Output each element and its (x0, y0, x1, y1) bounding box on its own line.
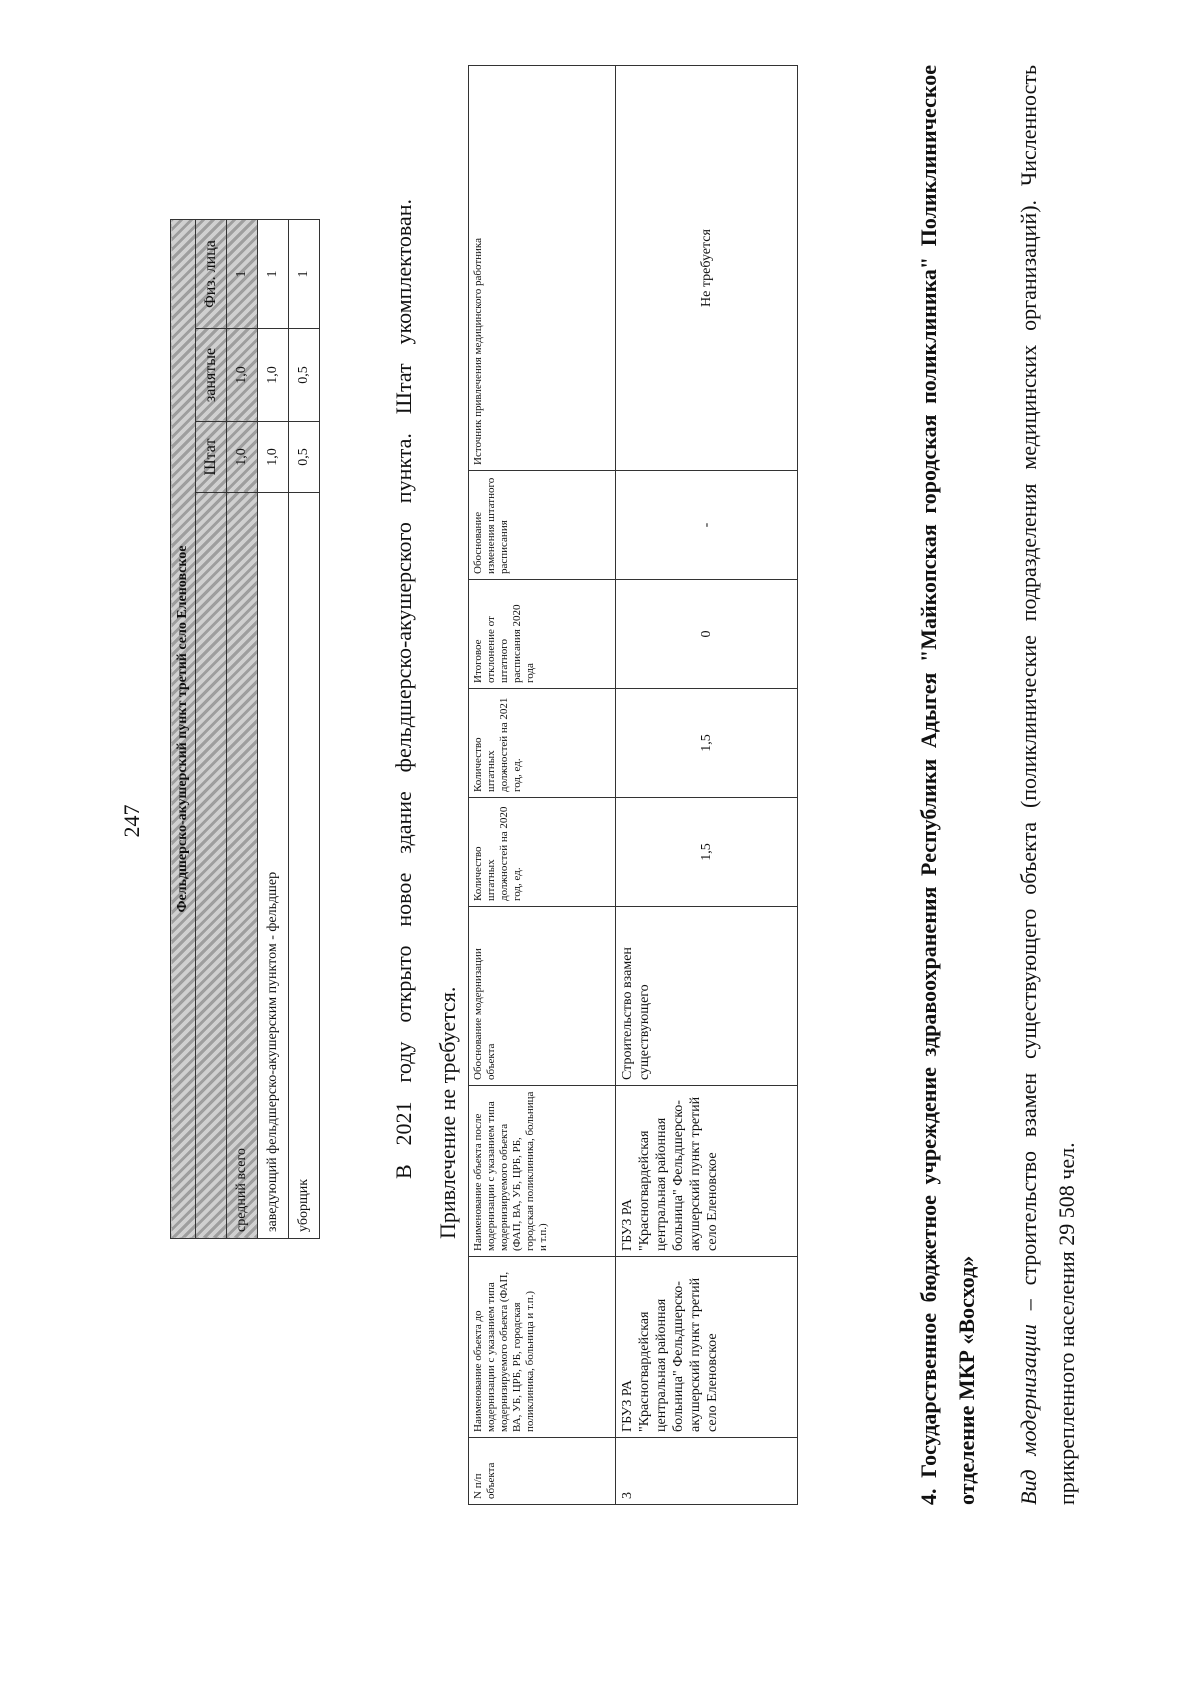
mod-cell: Строительство взамен существующего (616, 907, 798, 1086)
staff-header-blank (196, 493, 227, 1239)
mod-header-cell: Количество штатных должностей на 2020 год, ед. (469, 798, 616, 907)
staff-cell: 1,0 (227, 422, 258, 493)
staff-cell: 0,5 (289, 329, 320, 422)
staff-cell: средний всего (227, 493, 258, 1239)
mod-header-cell: Обоснование модернизации объекта (469, 907, 616, 1086)
staff-header-shtat: Штат (196, 422, 227, 493)
staff-header-occupied: занятые (196, 329, 227, 422)
mod-header-cell: Источник привлечения медицинского работника (469, 66, 616, 471)
table-row (258, 220, 289, 1239)
staff-cell: 1,0 (258, 422, 289, 493)
mod-cell: - (616, 471, 798, 580)
modernization-type-label: Вид модернизации (1016, 1324, 1041, 1505)
section-heading: 4. Государственное бюджетное учреждение здравоохранения Республики Адыгея "Майкопская городская поликлиника" Поликлиническое отделение МКР «Восход» (916, 65, 979, 1505)
mod-cell: 1,5 (616, 798, 798, 907)
staff-table (170, 219, 320, 1239)
modernization-type-text: – строительство взамен существующего объекта (поликлинические подразделения медицинских организаций). Численность прикрепленного населения 29 508 чел. (1016, 65, 1079, 1505)
staff-header-persons: Физ. лица (196, 220, 227, 329)
staff-cell: 1 (258, 220, 289, 329)
staff-cell: 1,0 (227, 329, 258, 422)
staff-table-title: Фельдшерско-акушерский пункт третий село Еленовское (171, 220, 196, 1239)
mod-cell: Не требуется (616, 66, 798, 471)
mod-header-cell: Обоснование изменения штатного расписания (469, 471, 616, 580)
mod-cell: 0 (616, 580, 798, 689)
table-row (227, 220, 258, 1239)
staff-cell: заведующий фельдшерско-акушерским пунктом - фельдшер (258, 493, 289, 1239)
mod-cell: 1,5 (616, 689, 798, 798)
staff-cell: 0,5 (289, 422, 320, 493)
mod-cell: 3 (616, 1438, 798, 1505)
mod-header-cell: Наименование объекта до модернизации с указанием типа модернизируемого объекта (ФАП, ВА, УБ, ЦРБ, РБ, городская поликлиника, больница и т.п.) (469, 1257, 616, 1438)
mod-cell: ГБУЗ РА "Красногвардейская центральная районная больница" Фельдшерско-акушерский пункт третий село Еленовское (616, 1086, 798, 1257)
staff-cell: 1,0 (258, 329, 289, 422)
staff-cell: 1 (289, 220, 320, 329)
staff-cell: уборщик (289, 493, 320, 1239)
modernization-table (468, 65, 798, 1505)
modernization-description (1010, 65, 1086, 1505)
staffing-paragraph: В 2021 году открыто новое здание фельдшерско-акушерского пункта. Штат укомплектован. Привлечение не требуется. (391, 199, 460, 1239)
mod-header-cell: Количество штатных должностей на 2021 год, ед. (469, 689, 616, 798)
mod-header-cell: Наименование объекта после модернизации с указанием типа модернизируемого объекта (ФАП, ВА, УБ, ЦРБ, РБ, городская поликлиника, больница и т.п.) (469, 1086, 616, 1257)
mod-header-cell: N п/п объекта (469, 1438, 616, 1505)
table-row (289, 220, 320, 1239)
page-number: 247 (119, 804, 144, 838)
mod-cell: ГБУЗ РА "Красногвардейская центральная районная больница" Фельдшерско-акушерский пункт третий село Еленовское (616, 1257, 798, 1438)
table-row (616, 66, 798, 1505)
staff-cell: 1 (227, 220, 258, 329)
mod-header-cell: Итоговое отклонение от штатного расписания 2020 года (469, 580, 616, 689)
